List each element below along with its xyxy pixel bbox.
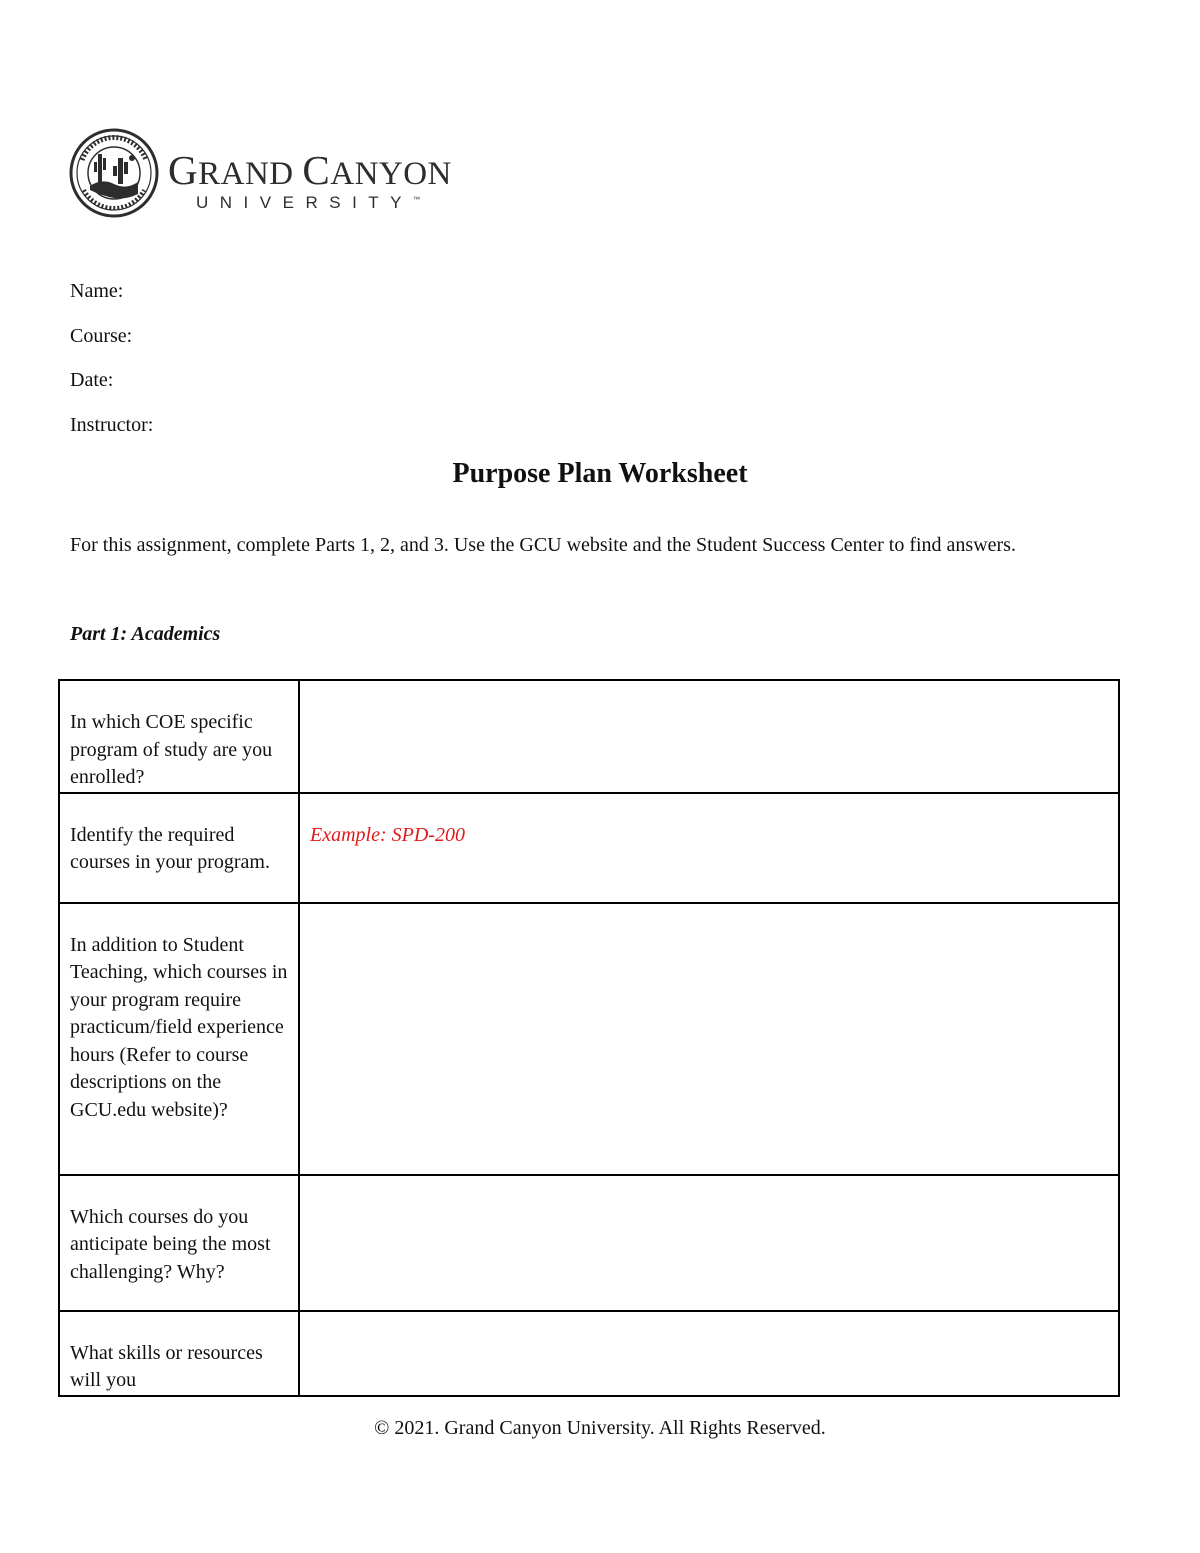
question-cell — [59, 680, 299, 793]
table-row — [59, 1311, 1119, 1396]
question-text: In which COE specific program of study are you enrolled? — [70, 711, 273, 788]
question-text: Identify the required courses in your program. — [70, 823, 270, 873]
answer-cell[interactable] — [299, 1175, 1119, 1311]
question-cell — [59, 903, 299, 1175]
question-text: What skills or resources will you — [70, 1341, 263, 1391]
date-label: Date: — [70, 369, 114, 391]
table-row — [59, 1175, 1119, 1311]
question-cell — [59, 1175, 299, 1311]
question-cell — [59, 1311, 299, 1396]
answer-text[interactable] — [310, 1176, 1108, 1204]
answer-text[interactable] — [310, 904, 1108, 932]
table-row — [59, 680, 1119, 793]
instructor-label: Instructor: — [70, 414, 154, 436]
document-title: Purpose Plan Worksheet — [452, 458, 748, 489]
table-row — [59, 903, 1119, 1175]
question-text: Which courses do you anticipate being the most challenging? Why? — [70, 1205, 271, 1283]
answer-example-text[interactable]: Example: SPD-200 — [310, 823, 465, 846]
course-label: Course: — [70, 325, 133, 347]
answer-cell[interactable] — [299, 793, 1119, 903]
logo-wordmark: GRAND CANYON — [168, 147, 452, 193]
copyright-footer: © 2021. Grand Canyon University. All Rights Reserved. — [374, 1417, 826, 1439]
part-1-heading: Part 1: Academics — [70, 623, 221, 645]
question-cell — [59, 793, 299, 903]
gcu-logo — [68, 128, 478, 218]
name-label: Name: — [70, 280, 124, 302]
answer-cell[interactable] — [299, 680, 1119, 793]
academics-table — [58, 679, 1120, 1397]
instructions-paragraph: For this assignment, complete Parts 1, 2, and 3. Use the GCU website and the Student Success Center to find answers. — [70, 534, 1016, 556]
answer-text[interactable] — [310, 681, 1108, 709]
answer-text[interactable] — [310, 1312, 1108, 1340]
question-text: In addition to Student Teaching, which courses in your program require practicum/field experience hours (Refer to course descriptions on the GCU.edu website)? — [70, 933, 288, 1121]
logo-subtitle: UNIVERSITY™ — [196, 193, 421, 212]
answer-cell[interactable] — [299, 903, 1119, 1175]
university-seal-icon — [68, 128, 160, 218]
table-row — [59, 793, 1119, 903]
answer-cell[interactable] — [299, 1311, 1119, 1396]
